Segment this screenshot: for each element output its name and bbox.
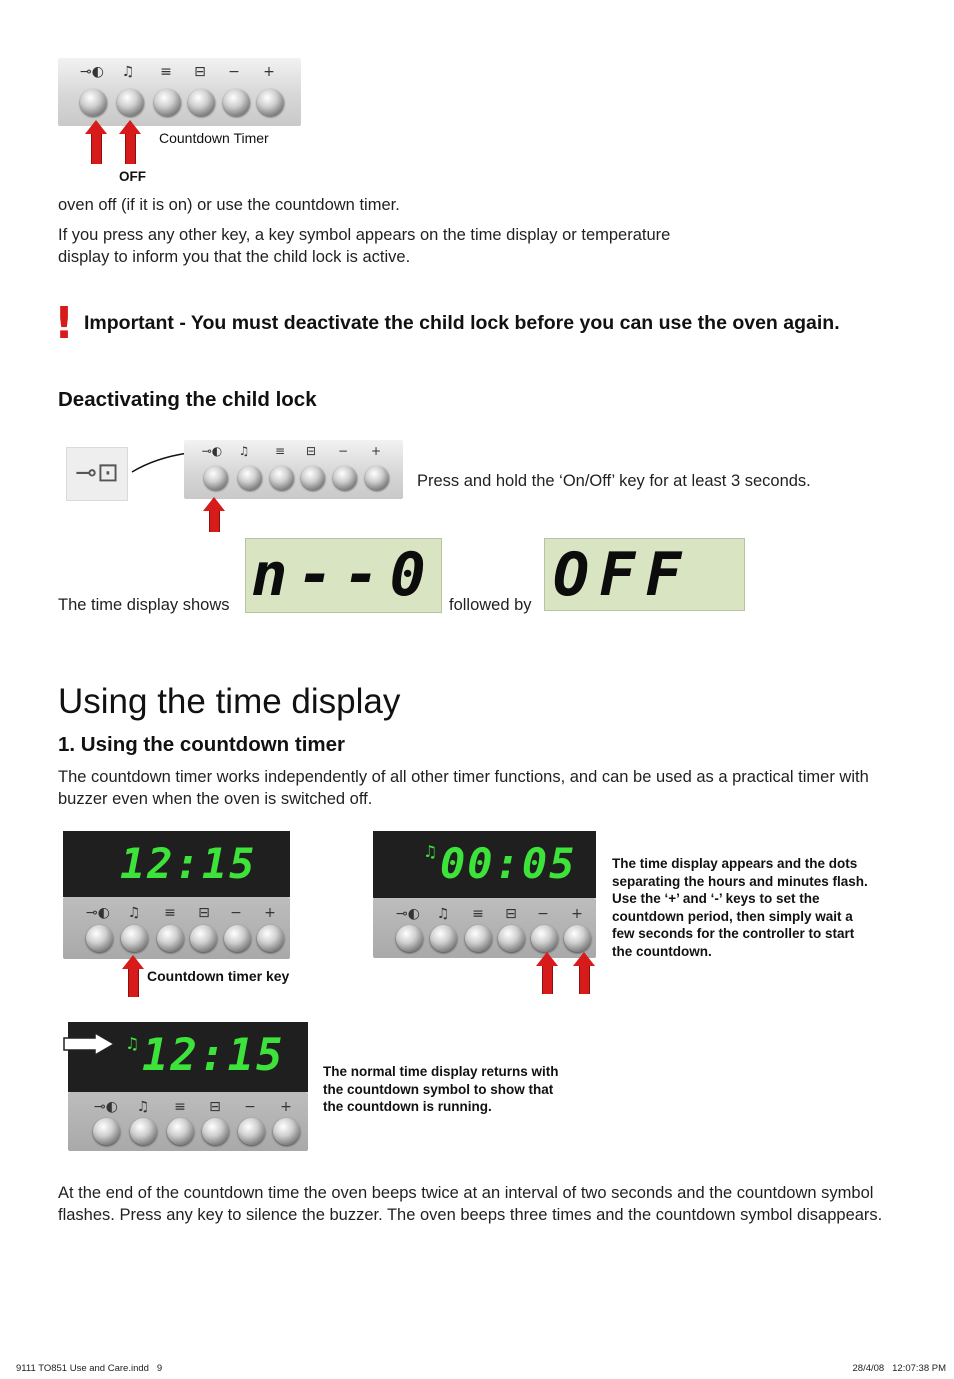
bell-indicator-icon: ♫ <box>423 842 438 861</box>
control-panel-deactivate <box>184 440 403 499</box>
minus-button[interactable] <box>333 466 357 490</box>
minus-button[interactable] <box>531 925 558 952</box>
off-label: OFF <box>119 169 146 184</box>
cook-time-button[interactable] <box>270 466 294 490</box>
step3-description: The normal time display returns with the countdown symbol to show that the countdown is running. <box>323 1064 559 1114</box>
plus-symbol-icon: + <box>370 444 382 458</box>
on-off-button[interactable] <box>93 1118 120 1145</box>
panel-symbols <box>58 64 301 82</box>
stop-time-button[interactable] <box>301 466 325 490</box>
subheading-countdown: 1. Using the countdown timer <box>58 733 346 756</box>
warning-exclamation-icon: ! <box>54 298 75 349</box>
on-off-symbol-icon: ⊸◐ <box>80 64 104 80</box>
plus-symbol-icon: + <box>264 905 276 921</box>
red-arrow-icon <box>573 952 595 994</box>
bell-symbol-icon: ♫ <box>436 906 450 922</box>
plus-symbol-icon: + <box>263 64 275 80</box>
on-off-symbol-icon: ⊸◐ <box>86 905 110 921</box>
key-lock-icon-box <box>66 447 128 501</box>
stop-time-symbol-icon: ⊟ <box>194 64 206 80</box>
red-arrow-icon <box>536 952 558 994</box>
stop-time-symbol-icon: ⊟ <box>305 444 317 458</box>
bell-symbol-icon: ♫ <box>121 64 135 80</box>
paragraph-key-symbol: If you press any other key, a key symbol appears on the time display or temperature display to inform you that the child lock is active. <box>58 226 671 266</box>
plus-symbol-icon: + <box>571 906 583 922</box>
minus-symbol-icon: − <box>244 1099 256 1115</box>
on-off-button[interactable] <box>204 466 228 490</box>
display-shows-label: The time display shows <box>58 596 230 614</box>
on-off-symbol-icon: ⊸◐ <box>94 1099 118 1115</box>
stop-time-symbol-icon: ⊟ <box>505 906 517 922</box>
plus-symbol-icon: + <box>280 1099 292 1115</box>
cook-time-button[interactable] <box>154 89 181 116</box>
white-arrow-icon <box>63 1032 115 1056</box>
footer-file-info: 9111 TO851 Use and Care.indd 9 <box>16 1363 163 1374</box>
white-arrow-shape <box>64 1033 114 1055</box>
countdown-button[interactable] <box>430 925 457 952</box>
countdown-button[interactable] <box>117 89 144 116</box>
countdown-button[interactable] <box>130 1118 157 1145</box>
lcd-time-0005: 00:05 <box>440 839 577 888</box>
on-off-symbol-icon: ⊸◐ <box>396 906 420 922</box>
control-panel-fig1 <box>63 897 290 959</box>
connector-line-path <box>132 453 188 472</box>
on-off-button[interactable] <box>80 89 107 116</box>
plus-button[interactable] <box>273 1118 300 1145</box>
on-off-button[interactable] <box>396 925 423 952</box>
plus-button[interactable] <box>257 925 284 952</box>
step2-description: The time display appears and the dots separating the hours and minutes flash. Use the ‘+’ and ‘-’ keys to set the countdown period, then simply wait a few seconds for the controller to start the countdown. <box>612 856 868 959</box>
red-arrow-icon <box>85 120 107 164</box>
red-arrow-icon <box>122 955 144 997</box>
lcd-display-n-0: n--0 <box>245 538 442 613</box>
minus-button[interactable] <box>223 89 250 116</box>
press-hold-instruction: Press and hold the ‘On/Off’ key for at least 3 seconds. <box>417 472 811 490</box>
bell-indicator-icon: ♫ <box>125 1034 140 1053</box>
stop-time-button[interactable] <box>498 925 525 952</box>
minus-symbol-icon: − <box>537 906 549 922</box>
followed-by-label: followed by <box>449 596 532 614</box>
stop-time-button[interactable] <box>188 89 215 116</box>
lcd-time-1215: 12:15 <box>120 839 257 888</box>
minus-button[interactable] <box>224 925 251 952</box>
stop-time-symbol-icon: ⊟ <box>209 1099 221 1115</box>
plus-button[interactable] <box>257 89 284 116</box>
panel-symbols <box>184 444 403 462</box>
bell-symbol-icon: ♫ <box>238 444 250 458</box>
on-off-button[interactable] <box>86 925 113 952</box>
cook-time-symbol-icon: ≡ <box>164 905 176 921</box>
countdown-timer-label: Countdown Timer <box>159 130 269 146</box>
panel-symbols <box>373 906 596 924</box>
cook-time-symbol-icon: ≡ <box>174 1099 186 1115</box>
important-notice: Important - You must deactivate the child lock before you can use the oven again. <box>84 312 840 334</box>
section-heading-deactivate: Deactivating the child lock <box>58 388 317 411</box>
countdown-intro: The countdown timer works independently of all other timer functions, and can be used as a practical timer with buzzer even when the oven is switched off. <box>58 768 869 808</box>
countdown-timer-key-label: Countdown timer key <box>147 968 290 984</box>
panel-symbols <box>63 905 290 923</box>
red-arrow-icon <box>203 497 225 532</box>
countdown-end-paragraph: At the end of the countdown time the oven beeps twice at an interval of two seconds and the countdown symbol flashes. Press any key to silence the buzzer. The oven beeps three times and the countdown symbol disappears. <box>58 1184 883 1224</box>
countdown-button[interactable] <box>238 466 262 490</box>
countdown-button[interactable] <box>121 925 148 952</box>
white-arrow-icon-svg <box>63 1032 115 1056</box>
panel-symbols <box>68 1099 308 1117</box>
cook-time-symbol-icon: ≡ <box>274 444 286 458</box>
bell-symbol-icon: ♫ <box>136 1099 150 1115</box>
bell-symbol-icon: ♫ <box>127 905 141 921</box>
lcd-time-1215-running: 12:15 <box>142 1030 285 1081</box>
minus-symbol-icon: − <box>230 905 242 921</box>
control-panel-top <box>58 58 301 126</box>
stop-time-button[interactable] <box>190 925 217 952</box>
control-panel-fig3 <box>68 1092 308 1151</box>
plus-button[interactable] <box>365 466 389 490</box>
stop-time-button[interactable] <box>202 1118 229 1145</box>
cook-time-symbol-icon: ≡ <box>472 906 484 922</box>
cook-time-button[interactable] <box>167 1118 194 1145</box>
on-off-symbol-icon: ⊸◐ <box>201 444 223 458</box>
red-arrow-icon <box>119 120 141 164</box>
cook-time-button[interactable] <box>157 925 184 952</box>
lcd-display-off: OFF <box>544 538 745 611</box>
paragraph-oven-off: oven off (if it is on) or use the countdown timer. <box>58 196 400 214</box>
plus-button[interactable] <box>564 925 591 952</box>
key-icon: ⊸⊡ <box>75 458 119 488</box>
cook-time-button[interactable] <box>465 925 492 952</box>
footer-timestamp: 28/4/08 12:07:38 PM <box>852 1363 946 1374</box>
page-title: Using the time display <box>58 682 401 721</box>
minus-button[interactable] <box>238 1118 265 1145</box>
connector-line <box>130 450 190 475</box>
minus-symbol-icon: − <box>337 444 349 458</box>
cook-time-symbol-icon: ≡ <box>160 64 172 80</box>
minus-symbol-icon: − <box>228 64 240 80</box>
stop-time-symbol-icon: ⊟ <box>198 905 210 921</box>
control-panel-fig2 <box>373 898 596 958</box>
